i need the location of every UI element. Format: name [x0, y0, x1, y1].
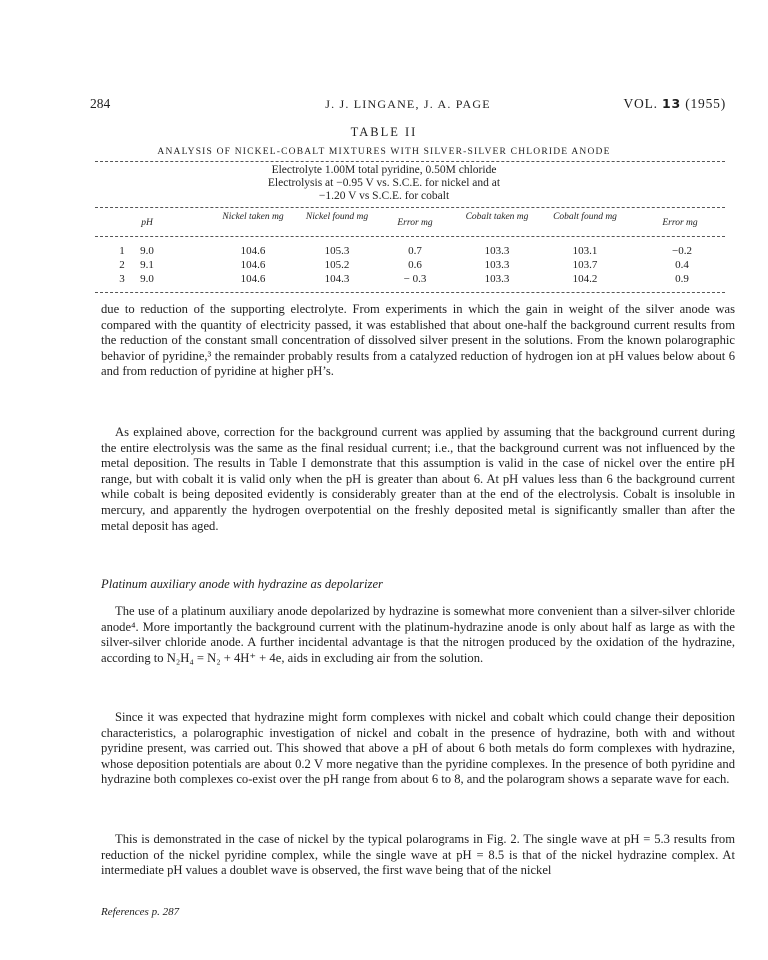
col-header-nickel-found: Nickel found mg — [305, 212, 369, 222]
cell-nickel-found: 105.3 — [324, 245, 350, 257]
col-header-ph: pH — [141, 218, 153, 228]
col-header-nickel-error: Error mg — [397, 218, 433, 228]
table-title: TABLE II — [350, 125, 418, 139]
cell-nickel-found: 104.3 — [324, 273, 350, 285]
row-number: 2 — [119, 259, 125, 271]
volume-info — [624, 96, 727, 112]
cell-nickel-found: 105.2 — [324, 259, 350, 271]
volume-number: 13 — [662, 96, 682, 111]
paragraph-text: due to reduction of the supporting electrolyte. From experiments in which the gain in weight of the silver anode was compared with the quantity of electricity passed, it was established that about one-half the background current results from the reduction of the constant small concentration of dissolved silver present in the solutions. From the known polarographic behavior of pyridine,³ the remainder probably results from a catalyzed reduction of hydrogen ion at pH values below about 6 and from reduction of pyridine at higher pH’s. — [101, 302, 735, 379]
table-rule-header-bottom — [95, 236, 725, 237]
cell-cobalt-error: 0.9 — [675, 273, 689, 285]
references-footnote: References p. 287 — [101, 906, 180, 918]
paragraph-text: Since it was expected that hydrazine might form complexes with nickel and cobalt which could change their deposition characteristics, a polarographic investigation of nickel and cobalt in the presence of hydrazine, both with and without pyridine present, was carried out. This showed that above a pH of about 6 both metals do form complexes with hydrazine, whose deposition potentials are about 0.2 V more negative than the pyridine complexes. In the presence of both pyridine and hydrazine both complexes co-exist over the pH range from about 6 to 8, and the polarogram shows a separate wave for each. — [101, 710, 735, 787]
cell-ph: 9.0 — [140, 245, 154, 257]
volume-label: VOL. — [623, 96, 658, 111]
cell-cobalt-taken: 103.3 — [484, 273, 510, 285]
cell-nickel-error: 0.6 — [408, 259, 422, 271]
table-rule-top — [95, 161, 725, 162]
col-header-nickel-taken: Nickel taken mg — [222, 212, 284, 222]
table-rule-header-top — [95, 207, 725, 208]
paragraph-text: As explained above, correction for the background current was applied by assuming that the background current during the entire electrolysis was the same as the final residual current; i.e., that the background current was not influenced by the metal deposition. The results in Table I demonstrate that this assumption is valid in the case of nickel over the entire pH range, but with cobalt it is valid only when the pH is greater than about 6. At pH values less than 6 the background current while cobalt is being deposited evidently is considerably greater than at the end of the electrolysis. Cobalt is insoluble in mercury, and apparently the hydrogen overpotential on the freshly deposited metal is significantly smaller than after the metal deposit has aged. — [101, 425, 735, 533]
cell-nickel-taken: 104.6 — [240, 245, 266, 257]
section-heading: Platinum auxiliary anode with hydrazine as depolarizer — [101, 577, 383, 591]
body-paragraph-1 — [101, 302, 735, 380]
running-header — [90, 96, 726, 114]
cell-nickel-taken: 104.6 — [240, 273, 266, 285]
body-paragraph-5 — [101, 832, 735, 879]
volume-year: (1955) — [685, 96, 726, 111]
cell-ph: 9.0 — [140, 273, 154, 285]
running-title: J. J. LINGANE, J. A. PAGE — [325, 97, 491, 111]
row-number: 3 — [119, 273, 125, 285]
col-header-cobalt-taken: Cobalt taken mg — [465, 212, 529, 222]
cell-nickel-error: − 0.3 — [403, 273, 427, 285]
body-paragraph-4 — [101, 710, 735, 788]
cell-cobalt-taken: 103.3 — [484, 245, 510, 257]
page-number: 284 — [90, 96, 111, 111]
col-header-cobalt-error: Error mg — [662, 218, 698, 228]
body-paragraph-3 — [101, 604, 735, 666]
cell-nickel-error: 0.7 — [408, 245, 422, 257]
paragraph-text: This is demonstrated in the case of nickel by the typical polarograms in Fig. 2. The single wave at pH = 5.3 results from reduction of the nickel pyridine complex, while the single wave at pH = 8.5 is that of the nickel hydrazine complex. At intermediate pH values a doublet wave is observed, the first wave being that of the nickel — [101, 832, 735, 878]
paragraph-text: The use of a platinum auxiliary anode depolarized by hydrazine is somewhat more convenient than a silver-silver chloride anode⁴. More importantly the background current with the platinum-hydrazine anode is only about half as large as with the silver-silver chloride anode. A further incidental advantage is that the nitrogen produced by the oxidation of the hydrazine, according to N₂H₄ = N₂ + 4H⁺ + 4e, aids in excluding air from the solution. — [101, 604, 735, 665]
row-number: 1 — [119, 245, 125, 257]
body-paragraph-2 — [101, 425, 735, 534]
col-header-cobalt-found: Cobalt found mg — [553, 212, 617, 222]
table-condition-2: Electrolysis at −0.95 V vs. S.C.E. for nickel and at — [267, 177, 501, 189]
table-header-row — [95, 212, 725, 234]
table-caption: ANALYSIS OF NICKEL-COBALT MIXTURES WITH SILVER-SILVER CHLORIDE ANODE — [157, 147, 611, 157]
table-condition-3: −1.20 V vs S.C.E. for cobalt — [318, 190, 450, 202]
cell-cobalt-error: 0.4 — [675, 259, 689, 271]
cell-ph: 9.1 — [140, 259, 154, 271]
cell-cobalt-taken: 103.3 — [484, 259, 510, 271]
table-condition-1: Electrolyte 1.00M total pyridine, 0.50M chloride — [271, 164, 497, 176]
cell-cobalt-found: 104.2 — [572, 273, 598, 285]
table-rule-bottom — [95, 292, 725, 293]
cell-cobalt-found: 103.7 — [572, 259, 598, 271]
cell-nickel-taken: 104.6 — [240, 259, 266, 271]
cell-cobalt-error: −0.2 — [672, 245, 692, 257]
cell-cobalt-found: 103.1 — [572, 245, 598, 257]
